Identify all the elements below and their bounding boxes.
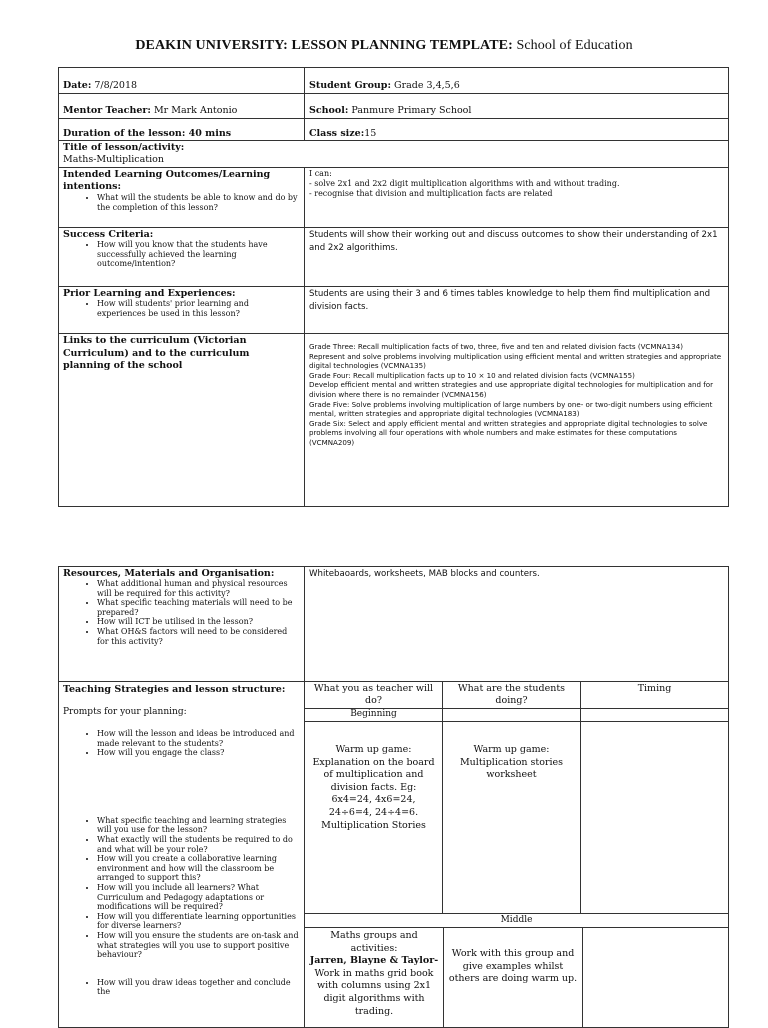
page-title: [0, 38, 768, 54]
date-value: 7/8/2018: [91, 80, 138, 91]
begin-students-activity: Warm up game: Multiplication stories worksheet: [443, 722, 581, 914]
curriculum-line: Represent and solve problems involving multiplication using efficient mental and written strategies and appropriate digital technologies (VCMNA135): [309, 351, 722, 371]
resources-prompt: • How will ICT be utilised in the lesson?: [97, 617, 300, 627]
duration-row: [59, 119, 729, 141]
teaching-prompt: • How will you include all learners? What Curriculum and Pedagogy adaptations or modifications will be required?: [97, 883, 300, 912]
resources-prompt: • What additional human and physical resources will be required for this activity?: [97, 579, 300, 598]
lesson-title-value: Maths-Multiplication: [63, 154, 164, 165]
title-bold: DEAKIN UNIVERSITY: LESSON PLANNING TEMPLATE:: [135, 38, 513, 53]
middle-label: Middle: [305, 914, 728, 928]
success-label-cell: [59, 228, 305, 287]
curriculum-line: Grade Six: Select and apply efficient mental and written strategies and appropriate digital technologies to solve problems involving all four operations with whole numbers and make estimates for these computations (VCMNA209): [309, 418, 708, 447]
mentor-label: Mentor Teacher:: [63, 105, 151, 116]
curriculum-line: Grade Five: Solve problems involving multiplication of large numbers by one- or two-digit numbers using efficient mental, written strategies and appropriate digital technologies (VCMNA183): [309, 399, 713, 419]
student-group-value: Grade 3,4,5,6: [390, 80, 460, 91]
teaching-prompt: • How will you draw ideas together and conclude the: [97, 978, 300, 997]
student-group-cell: [305, 68, 729, 94]
teaching-prompt: • How will you ensure the students are on-task and what strategies will you use to support positive behaviour?: [97, 931, 300, 960]
date-label: Date:: [63, 80, 92, 91]
resources-row: [59, 567, 729, 682]
teaching-prompts-cell: [59, 682, 305, 1028]
outcomes-line2: - recognise that division and multiplication facts are related: [309, 189, 553, 198]
lesson-structure-table: [58, 566, 729, 1028]
prior-row: [59, 287, 729, 334]
teaching-prompt: • How will you differentiate learning opportunities for diverse learners?: [97, 912, 300, 931]
class-size-label: Class size:: [309, 128, 365, 139]
mentor-cell: [59, 94, 305, 119]
school-label: School:: [309, 105, 349, 116]
title-row: [59, 141, 729, 168]
teaching-label: Teaching Strategies and lesson structure:: [63, 684, 286, 695]
teaching-prompt: • What specific teaching and learning strategies will you use for the lesson?: [97, 816, 300, 835]
success-text: Students will show their working out and discuss outcomes to show their understanding of 2x1 and 2x2 algorithims.: [305, 228, 729, 287]
curriculum-line: Develop efficient mental and written strategies and use appropriate digital technologies for multiplication and for division where there is no remainder (VCMNA156): [309, 380, 714, 399]
success-label: Success Criteria:: [63, 229, 154, 240]
prior-text: Students are using their 3 and 6 times tables knowledge to help them find multiplication and division facts.: [305, 287, 729, 334]
outcomes-line1: - solve 2x1 and 2x2 digit multiplication algorithms with and without trading.: [309, 179, 620, 188]
teaching-prompt: • How will you engage the class?: [97, 748, 300, 758]
success-prompt: • How will you know that the students have successfully achieved the learning outcome/intention?: [97, 240, 300, 269]
duration-label: Duration of the lesson: 40 mins: [63, 128, 232, 139]
mentor-value: Mr Mark Antonio: [150, 105, 238, 116]
middle-teacher-detail: Work in maths grid book with columns using 2x1 digit algorithms with trading.: [314, 967, 434, 1017]
middle-teacher-intro: Maths groups and activities:: [330, 930, 418, 954]
date-cell: [59, 68, 305, 94]
prompts-heading: Prompts for your planning:: [63, 707, 187, 717]
lesson-title-cell: [59, 141, 729, 168]
curriculum-label-cell: [59, 334, 305, 507]
outcomes-i-can: I can:: [309, 169, 332, 178]
prior-prompt: • How will students' prior learning and experiences be used in this lesson?: [97, 299, 300, 318]
middle-teacher-names: Jarren, Blayne & Taylor-: [309, 955, 439, 967]
class-size-cell: [305, 119, 729, 141]
school-value: Panmure Primary School: [348, 105, 472, 116]
duration-cell: [59, 119, 305, 141]
begin-teacher-activity: Warm up game: Explanation on the board of multiplication and division facts. Eg: 6x4=24, 4x6=24, 24÷6=4, 24÷4=6. Multiplication Stories: [305, 722, 443, 914]
success-row: [59, 228, 729, 287]
teaching-prompt: • What exactly will the students be required to do and what will be your role?: [97, 835, 300, 854]
middle-students-activity: Work with this group and give examples whilst others are doing warm up.: [444, 928, 583, 1027]
curriculum-label: Links to the curriculum (Victorian Curriculum) and to the curriculum planning of the school: [63, 335, 250, 371]
col-students-header: What are the students doing?: [443, 682, 581, 709]
prior-label-cell: [59, 287, 305, 334]
resources-label: Resources, Materials and Organisation:: [63, 568, 275, 579]
resources-prompt: • What specific teaching materials will need to be prepared?: [97, 598, 300, 617]
curriculum-content-cell: [305, 334, 729, 507]
beginning-label: Beginning: [305, 709, 443, 722]
lesson-info-table: [58, 67, 729, 507]
outcomes-label-cell: [59, 168, 305, 228]
beginning-timing: [581, 709, 729, 722]
middle-timing-cell: [583, 928, 728, 1027]
title-rest: School of Education: [512, 38, 633, 53]
resources-prompt: • What OH&S factors will need to be considered for this activity?: [97, 627, 300, 646]
beginning-blank: [443, 709, 581, 722]
structure-header-row: [59, 682, 729, 709]
resources-text: Whitebaoards, worksheets, MAB blocks and counters.: [305, 567, 729, 682]
lesson-title-label: Title of lesson/activity:: [63, 142, 185, 153]
curriculum-line: Grade Three: Recall multiplication facts of two, three, five and ten and related division facts (VCMNA134): [309, 342, 683, 351]
col-timing-header: Timing: [581, 682, 729, 709]
begin-timing-cell: [581, 722, 729, 914]
mentor-row: [59, 94, 729, 119]
middle-teacher-activity: [305, 928, 444, 1027]
outcomes-label: Intended Learning Outcomes/Learning intentions:: [63, 169, 271, 192]
school-cell: [305, 94, 729, 119]
teaching-prompt: • How will you create a collaborative learning environment and how will the classroom be arranged to support this?: [97, 854, 300, 883]
col-teacher-header: What you as teacher will do?: [305, 682, 443, 709]
resources-label-cell: [59, 567, 305, 682]
class-size-value: 15: [364, 128, 377, 139]
curriculum-line: Grade Four: Recall multiplication facts up to 10 × 10 and related division facts (VCMNA155): [309, 370, 635, 380]
outcomes-row: [59, 168, 729, 228]
student-group-label: Student Group:: [309, 80, 391, 91]
prior-label: Prior Learning and Experiences:: [63, 288, 236, 299]
teaching-prompt: • How will the lesson and ideas be introduced and made relevant to the students?: [97, 729, 300, 748]
outcomes-content-cell: [305, 168, 729, 228]
curriculum-row: [59, 334, 729, 507]
date-row: [59, 68, 729, 94]
outcomes-prompt: • What will the students be able to know and do by the completion of this lesson?: [97, 193, 300, 212]
middle-cell: [305, 914, 729, 1028]
